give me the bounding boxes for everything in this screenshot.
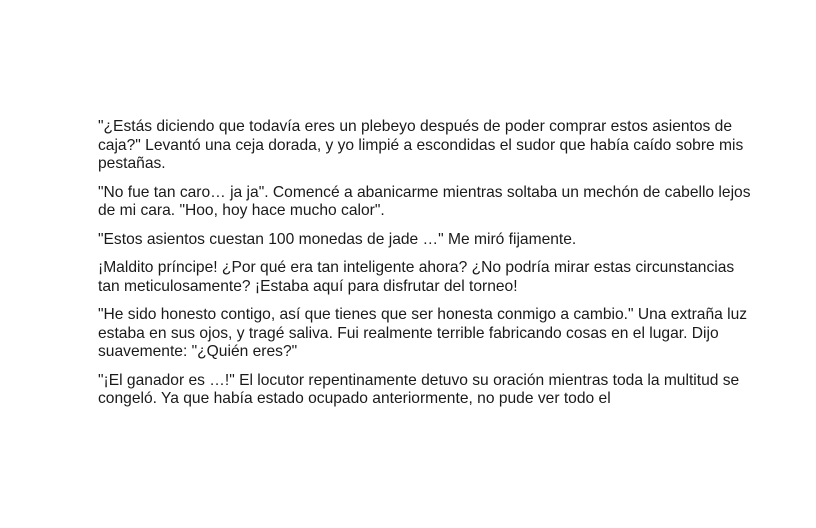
paragraph: ¡Maldito príncipe! ¿Por qué era tan inteligente ahora? ¿No podría mirar estas circunstancias tan meticulosamente? ¡Estaba aquí para disfrutar del torneo!: [98, 259, 735, 295]
paragraph: "No fue tan caro… ja ja". Comencé a abanicarme mientras soltaba un mechón de cabello lejos de mi cara. "Hoo, hoy hace mucho calor".: [98, 183, 751, 219]
paragraph: "¡El ganador es …!" El locutor repentinamente detuvo su oración mientras toda la multitud se congeló. Ya que había estado ocupado anteriormente, no pude ver todo el: [98, 371, 740, 407]
text-body: [98, 118, 758, 419]
paragraph: "¿Estás diciendo que todavía eres un plebeyo después de poder comprar estos asientos de caja?" Levantó una ceja dorada, y yo limpié a escondidas el sudor que había caído sobre mis pestañas.: [98, 118, 744, 172]
paragraph: "Estos asientos cuestan 100 monedas de jade …" Me miró fijamente.: [98, 230, 577, 248]
paragraph: "He sido honesto contigo, así que tienes que ser honesta conmigo a cambio." Una extraña luz estaba en sus ojos, y tragé saliva. Fui realmente terrible fabricando cosas en el lugar. Dijo suavemente: "¿Quién eres?": [98, 306, 748, 360]
